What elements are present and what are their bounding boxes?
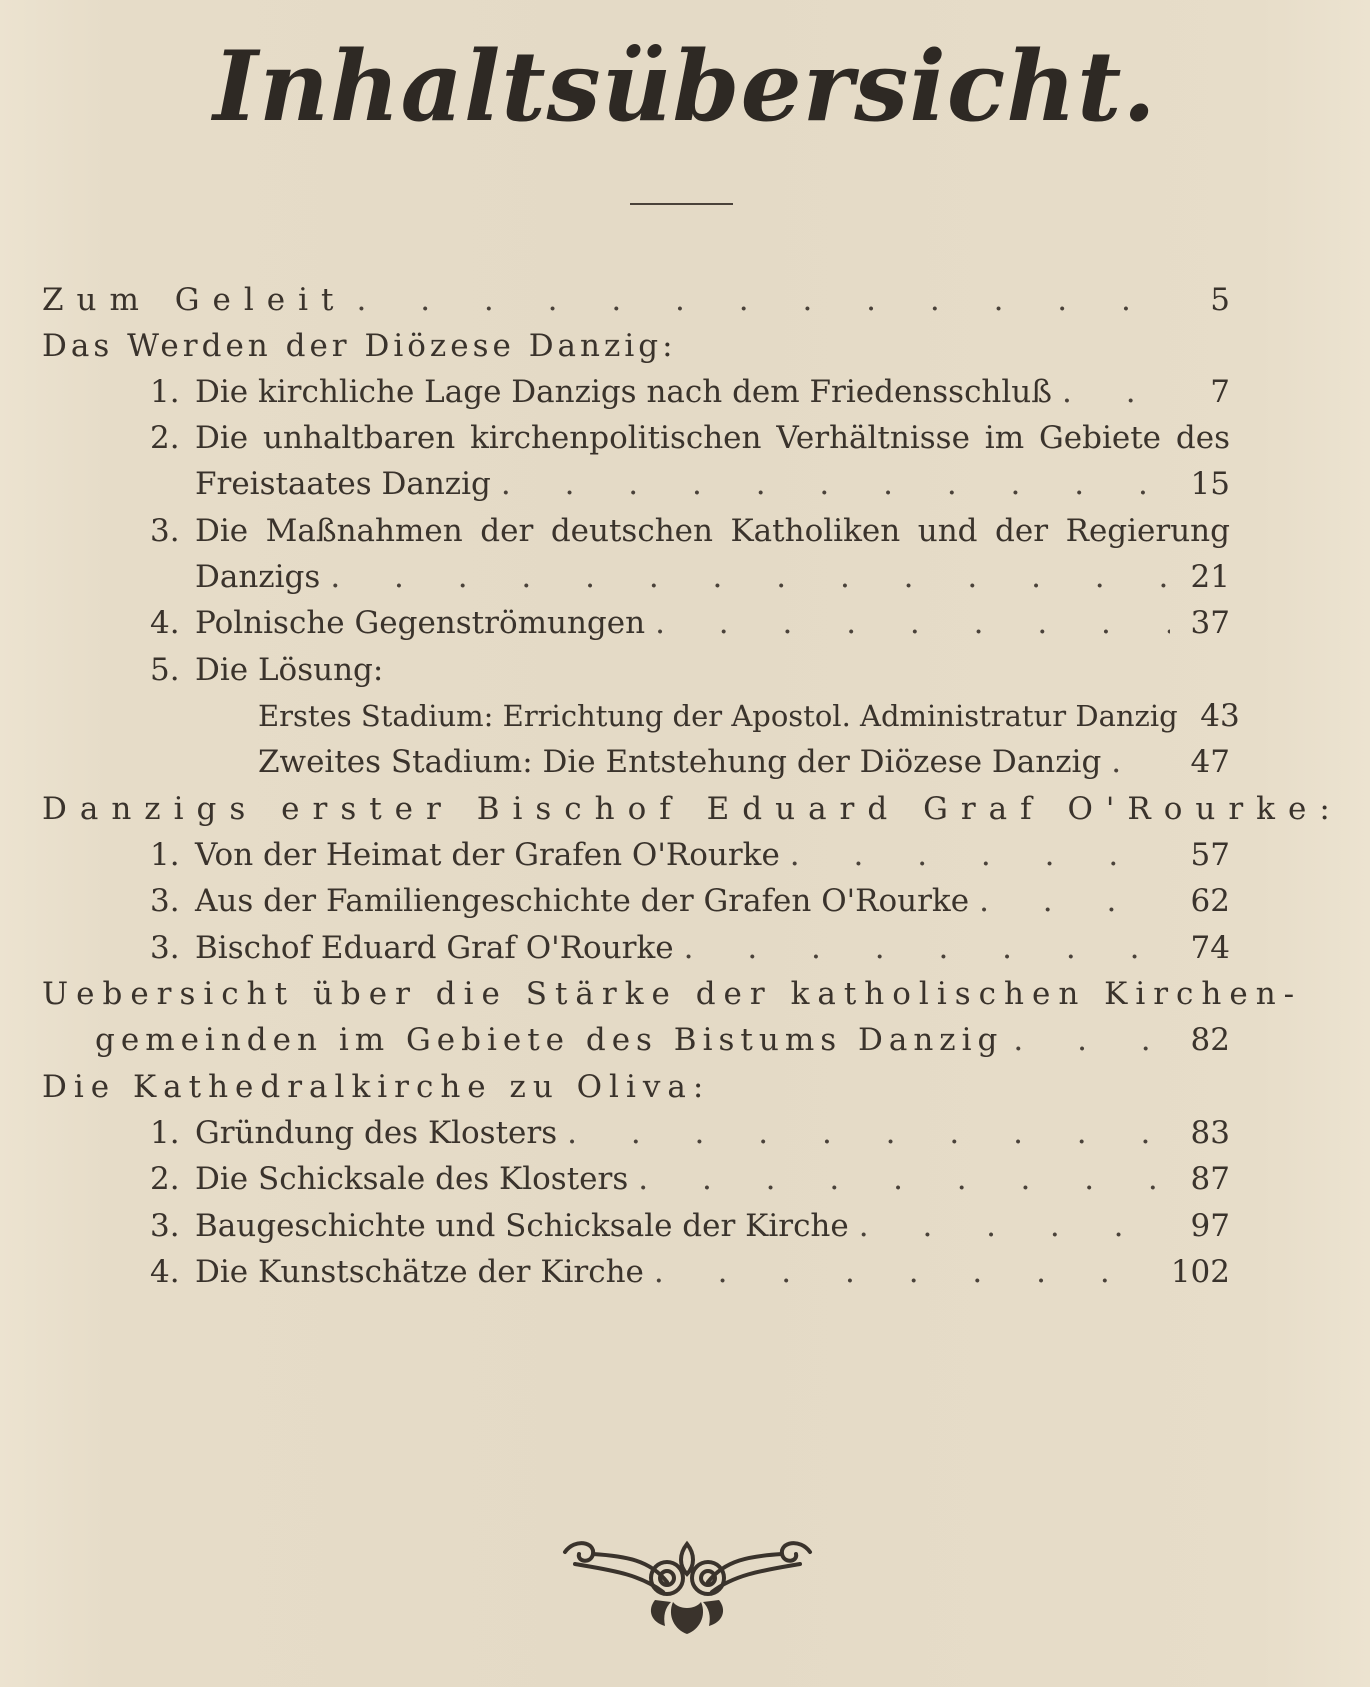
entry-title: Erstes Stadium: Errichtung der Apostol. Administratur Danzig: [258, 699, 1178, 733]
leader-dots: [1062, 372, 1170, 412]
toc-entry: [150, 1113, 1230, 1153]
entry-number: 2.: [150, 1161, 180, 1197]
leader-dots: [655, 603, 1170, 643]
entry-number: 2.: [150, 420, 180, 456]
toc-entry: [150, 835, 1230, 875]
entry-title: Gründung des Klosters: [195, 1115, 558, 1151]
entry-title: gemeinden im Gebiete des Bistums Danzig: [95, 1022, 1004, 1058]
entry-page: 82: [1190, 1022, 1230, 1058]
toc-entry: [150, 1252, 1230, 1292]
toc-entry: [150, 418, 1230, 458]
entry-title: Das Werden der Diözese Danzig:: [42, 328, 677, 364]
entry-page: 5: [1210, 282, 1230, 318]
entry-title: Die unhaltbaren kirchenpolitischen Verhältnisse im Gebiete des: [195, 420, 1230, 456]
toc-entry: [150, 603, 1230, 643]
entry-title: Polnische Gegenströmungen: [195, 605, 646, 641]
entry-title: Die Kathedralkirche zu Oliva:: [42, 1069, 711, 1105]
entry-title: Die Lösung:: [195, 652, 384, 688]
entry-number: 4.: [150, 605, 180, 641]
title-divider: [630, 203, 733, 205]
toc-entry: [42, 974, 1303, 1014]
entry-page: 21: [1190, 559, 1230, 595]
ornament-icon: [555, 1530, 820, 1640]
toc-entry: [150, 1206, 1230, 1246]
entry-number: 4.: [150, 1254, 180, 1290]
leader-dots: [684, 928, 1170, 968]
toc-entry-continued: [195, 464, 1230, 504]
entry-title: Die Schicksale des Klosters: [195, 1161, 629, 1197]
entry-page: 97: [1190, 1208, 1230, 1244]
entry-number: 3.: [150, 883, 180, 919]
entry-page: 15: [1190, 466, 1230, 502]
toc-entry: [150, 511, 1230, 551]
entry-page: 57: [1190, 837, 1230, 873]
entry-number: 1.: [150, 1115, 180, 1151]
entry-title: Zweites Stadium: Die Entstehung der Diözese Danzig: [258, 744, 1102, 780]
entry-title: Bischof Eduard Graf O'Rourke: [195, 930, 674, 966]
entry-page: 102: [1170, 1254, 1230, 1290]
toc-section-heading: [42, 326, 1230, 366]
leader-dots: [638, 1159, 1170, 1199]
leader-dots: [1013, 1020, 1170, 1060]
entry-number: 1.: [150, 374, 180, 410]
entry-title: Die kirchliche Lage Danzigs nach dem Friedensschluß: [195, 374, 1052, 410]
page-title: Inhaltsübersicht.: [213, 30, 1157, 143]
leader-dots: [330, 557, 1170, 597]
entry-title: Danzigs: [195, 559, 321, 595]
leader-dots: [979, 881, 1170, 921]
leader-dots: [654, 1252, 1161, 1292]
toc-entry: [150, 881, 1230, 921]
leader-dots: [357, 280, 1171, 320]
toc-entry: [42, 280, 1230, 320]
leader-dots: [501, 464, 1170, 504]
entry-page: 62: [1190, 883, 1230, 919]
toc-sub-entry: [258, 696, 1240, 736]
entry-page: 87: [1190, 1161, 1230, 1197]
toc-entry: [150, 650, 1230, 690]
entry-page: 83: [1190, 1115, 1230, 1151]
entry-title: Die Maßnahmen der deutschen Katholiken und der Regierung: [195, 513, 1230, 549]
toc-section-heading: [42, 789, 1343, 829]
toc-entry: [150, 1159, 1230, 1199]
toc-entry-continued: [95, 1020, 1230, 1060]
entry-number: 3.: [150, 1208, 180, 1244]
entry-number: 3.: [150, 930, 180, 966]
entry-title: Uebersicht über die Stärke der katholischen Kirchen-: [42, 976, 1303, 1012]
leader-dots: [790, 835, 1170, 875]
toc-sub-entry: [258, 742, 1230, 782]
toc-entry: [150, 372, 1230, 412]
entry-title: Freistaates Danzig: [195, 466, 491, 502]
entry-title: Aus der Familiengeschichte der Grafen O'Rourke: [195, 883, 970, 919]
entry-page: 74: [1190, 930, 1230, 966]
entry-title: Die Kunstschätze der Kirche: [195, 1254, 644, 1290]
entry-page: 7: [1210, 374, 1230, 410]
entry-title: Baugeschichte und Schicksale der Kirche: [195, 1208, 849, 1244]
toc-entry: [150, 928, 1230, 968]
toc-entry-continued: [195, 557, 1230, 597]
entry-number: 5.: [150, 652, 180, 688]
toc-section-heading: [42, 1067, 1230, 1107]
entry-title: Von der Heimat der Grafen O'Rourke: [195, 837, 780, 873]
leader-dots: [1111, 742, 1170, 782]
leader-dots: [859, 1206, 1170, 1246]
entry-number: 3.: [150, 513, 180, 549]
entry-number: 1.: [150, 837, 180, 873]
entry-title: Danzigs erster Bischof Eduard Graf O'Rourke:: [42, 791, 1343, 827]
entry-page: 43: [1200, 698, 1240, 734]
leader-dots: [567, 1113, 1170, 1153]
entry-title: Zum Geleit: [42, 282, 347, 318]
entry-page: 37: [1190, 605, 1230, 641]
entry-page: 47: [1190, 744, 1230, 780]
